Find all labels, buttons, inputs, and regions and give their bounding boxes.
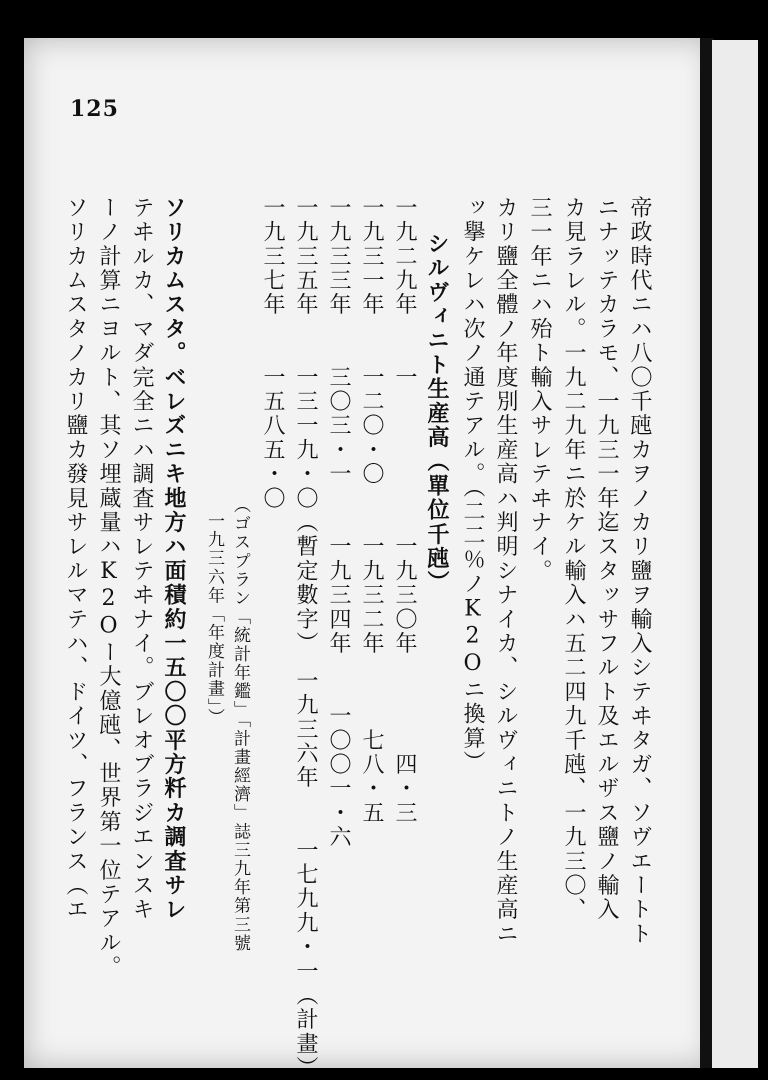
text-column-2: ニナッテカラモ、一九三一年迄スタッサフルト及エルザス鹽ノ輸入 bbox=[594, 196, 619, 922]
table-row-1931: 一九三一年 一二〇・〇 一九三二年 七八・五 bbox=[359, 196, 384, 826]
table-source-note-2: 一九三六年「年度計畫」） bbox=[204, 512, 224, 727]
text-column-18: ソリカムスタノカリ鹽カ發見サレルマテハ、ドイツ、フランス（エ bbox=[63, 196, 88, 922]
next-page-edge bbox=[712, 40, 758, 1068]
text-column-16: テヰルカ、マダ完全ニハ調査サレテヰナイ。ブレオブラジエンスキ bbox=[129, 196, 154, 922]
table-title: シルヴィニト生産高（單位千瓲） bbox=[424, 232, 450, 595]
text-column-6: ッ擧ケレハ次ノ通テアル。（二二％ノK2Oニ換算） bbox=[460, 196, 485, 775]
table-source-note: （ゴスプラン「統計年鑑」「計畫經濟」誌三九年第三號 bbox=[230, 496, 250, 953]
table-row-1935: 一九三五年 一三一九・〇（暫定數字） 一九三六年 一七九九・一（計畫） bbox=[293, 196, 318, 1080]
text-column-1: 帝政時代ニハ八〇千瓲カヲノカリ鹽ヲ輸入シテヰタガ、ソヴエートト bbox=[627, 196, 652, 947]
table-row-1937: 一九三七年 一五八五・〇 bbox=[260, 196, 285, 511]
text-column-17: ーノ計算ニヨルト、其ソ埋蔵量ハK2Oー大億瓲、世界第一位テアル。 bbox=[96, 196, 121, 980]
text-column-15: ソリカムスタ。ベレズニキ地方ハ面積約一五〇〇平方粁カ調査サレ bbox=[161, 196, 187, 922]
table-row-1933: 一九三三年 三〇三・一 一九三四年 一〇〇一・六 bbox=[326, 196, 351, 850]
text-column-3: カ見ラレル。一九二九年ニ於ケル輸入ハ五二四九千瓲、一九三〇、 bbox=[561, 196, 586, 922]
text-column-4: 三一年ニハ殆ト輸入サレテヰナイ。 bbox=[527, 196, 552, 584]
text-column-5: カリ鹽全體ノ年度別生産高ハ判明シナイカ、シルヴィニトノ生産高ニ bbox=[493, 196, 518, 947]
page-number: 125 bbox=[70, 96, 119, 122]
table-row-1929: 一九二九年 一 一九三〇年 四・三 bbox=[392, 196, 417, 826]
